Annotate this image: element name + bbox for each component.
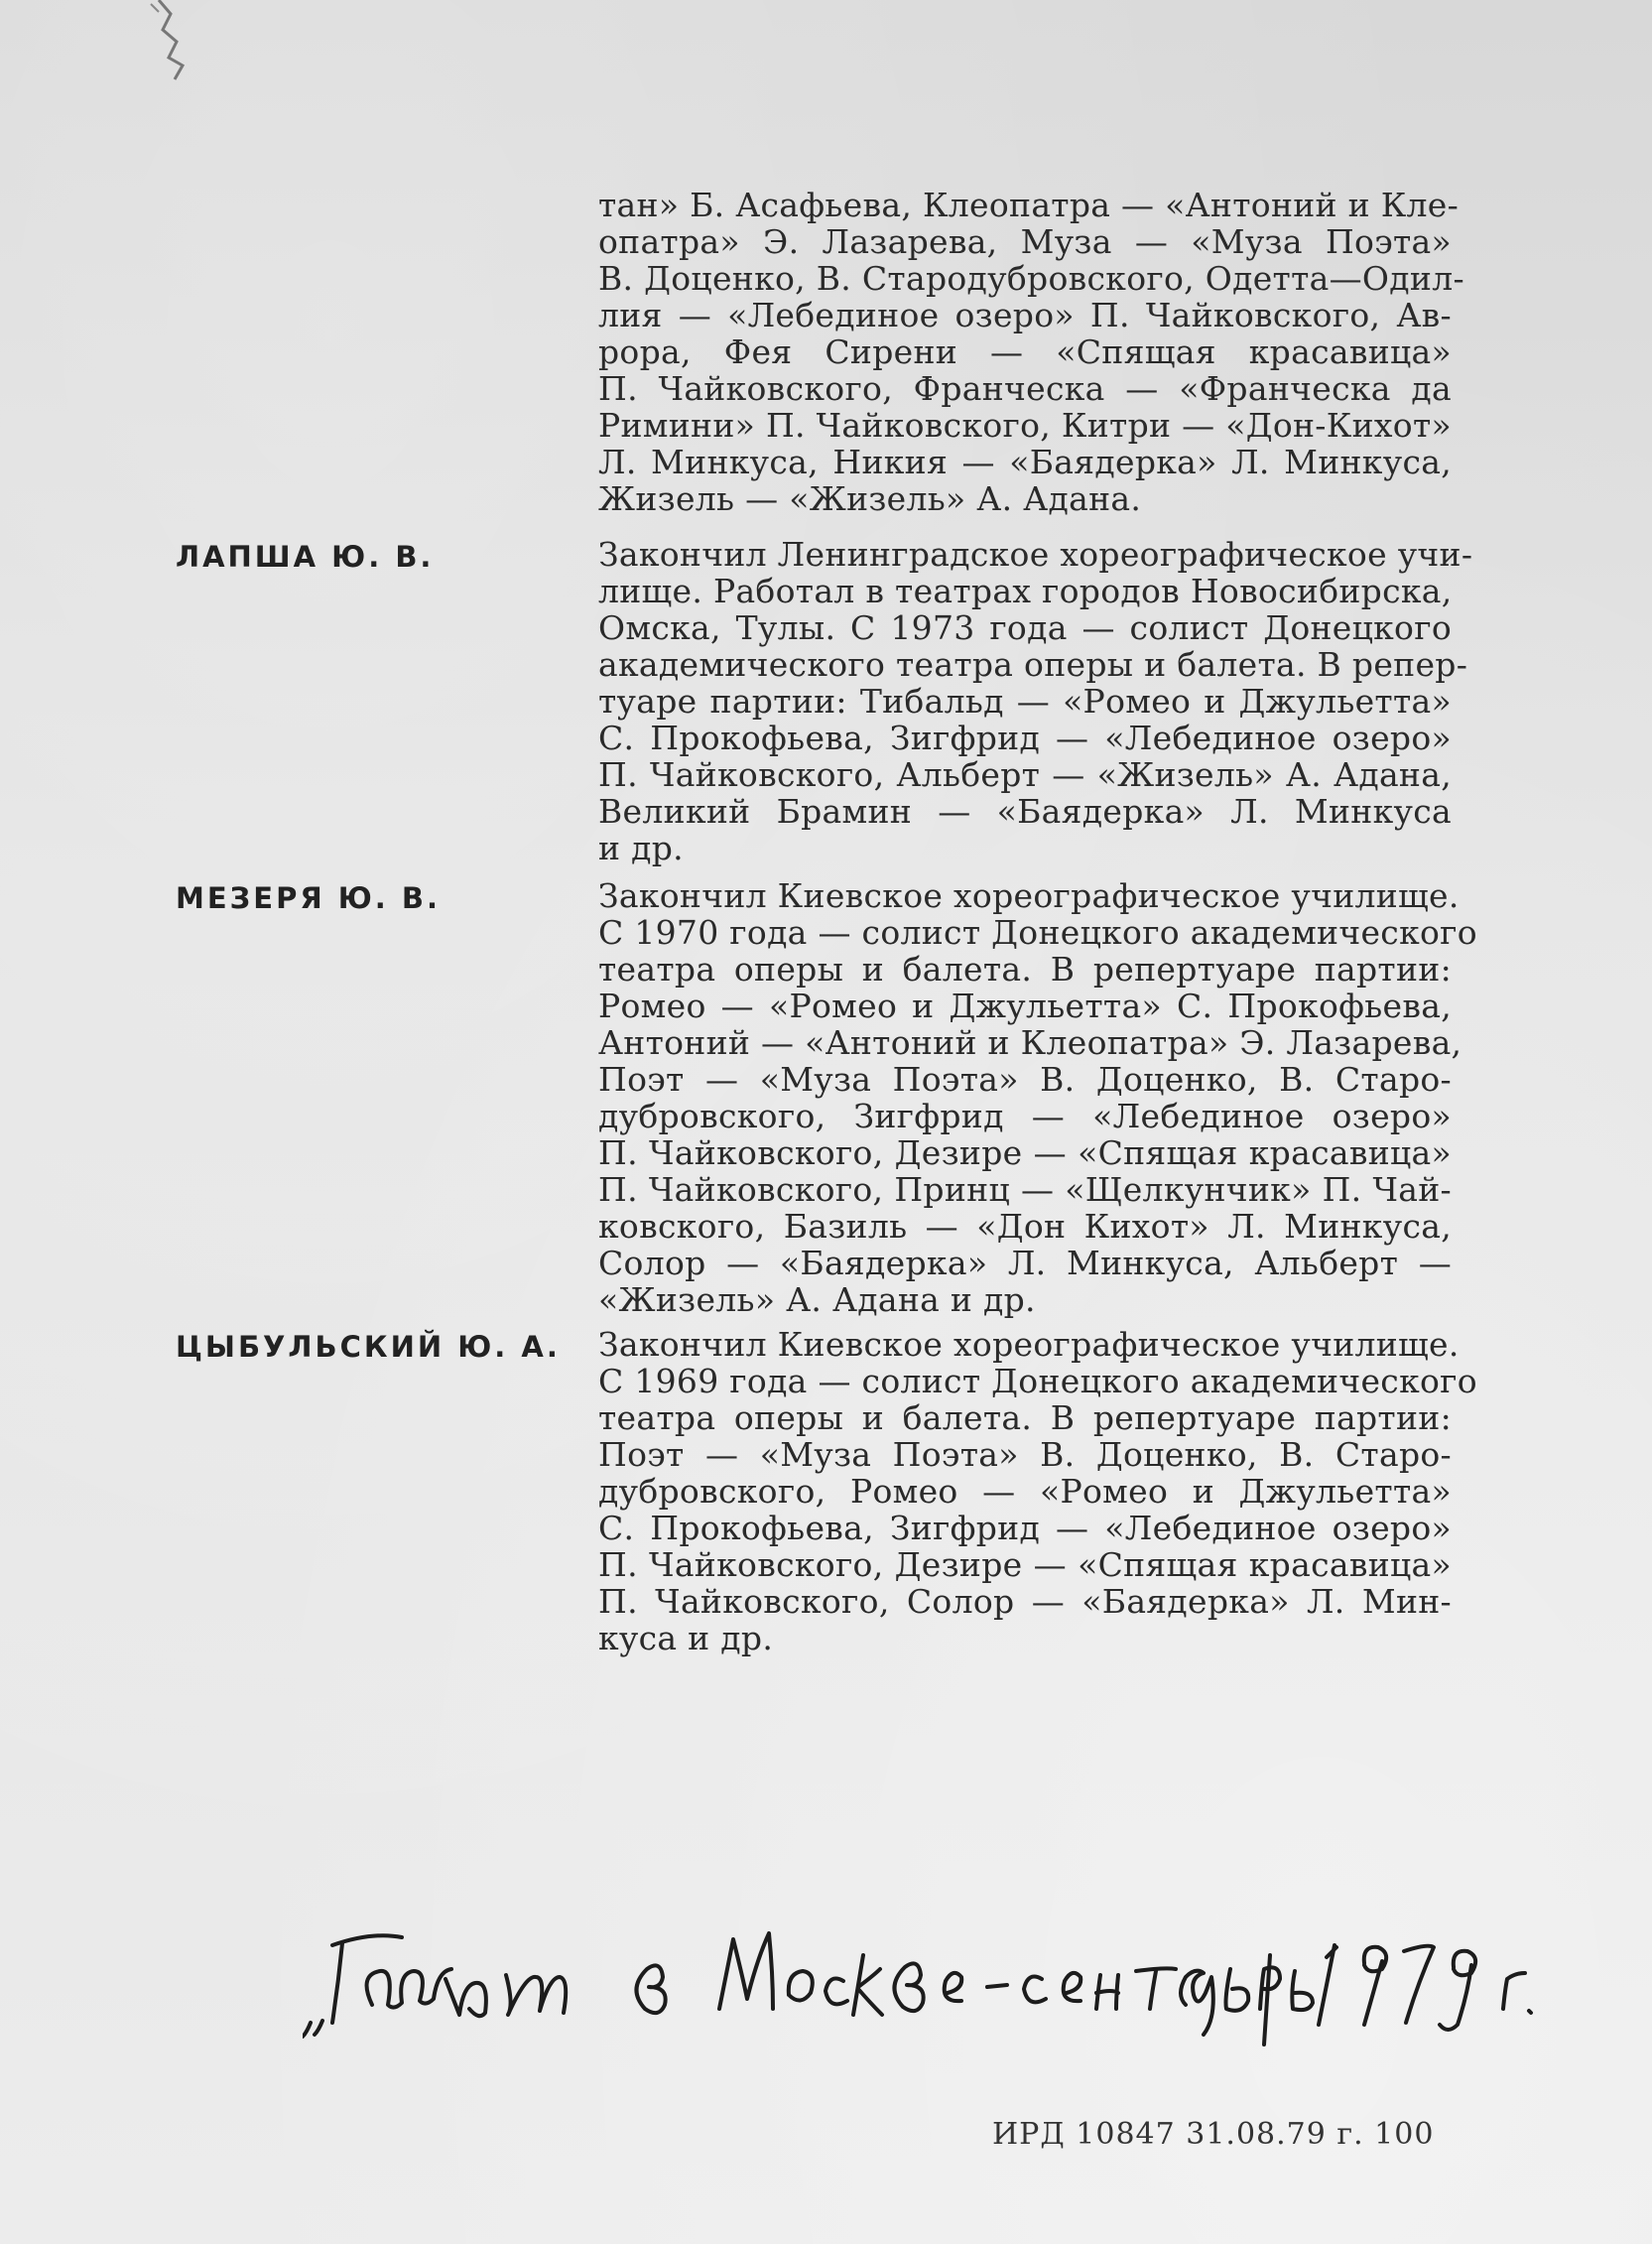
text-line: Ромео — «Ромео и Джульетта» С. Прокофьева,: [598, 987, 1452, 1025]
artist-name: ЦЫБУЛЬСКИЙ Ю. А.: [176, 1330, 561, 1364]
text-line: П. Чайковского, Принц — «Щелкунчик» П. Чай-: [598, 1170, 1452, 1209]
text-line: Римини» П. Чайковского, Китри — «Дон-Кихот»: [598, 406, 1452, 445]
text-line: рора, Фея Сирени — «Спящая красавица»: [598, 332, 1452, 371]
text-line: ковского, Базиль — «Дон Кихот» Л. Минкуса,: [598, 1207, 1452, 1246]
text-line: Антоний — «Антоний и Клеопатра» Э. Лазарева,: [598, 1023, 1462, 1062]
print-imprint: ИРД 10847 31.08.79 г. 100: [992, 2117, 1435, 2152]
text-line: лия — «Лебединое озеро» П. Чайковского, Ав-: [598, 296, 1452, 334]
text-line: Поэт — «Муза Поэта» В. Доценко, В. Старо-: [598, 1435, 1452, 1474]
text-line: П. Чайковского, Дезире — «Спящая красавица»: [598, 1545, 1452, 1584]
text-line: С. Прокофьева, Зигфрид — «Лебединое озеро»: [598, 719, 1452, 757]
artist-bio: [598, 1325, 1477, 1657]
text-line: опатра» Э. Лазарева, Муза — «Муза Поэта»: [598, 222, 1452, 261]
text-line: куса и др.: [598, 1619, 774, 1657]
text-line: Л. Минкуса, Никия — «Баядерка» Л. Минкуса,: [598, 443, 1452, 481]
text-line: Жизель — «Жизель» А. Адана.: [598, 479, 1142, 518]
continued-bio-text: [598, 186, 1464, 518]
artist-bio: [598, 876, 1477, 1319]
artist-name: МЕЗЕРЯ Ю. В.: [176, 881, 442, 915]
torn-corner-mark: [60, 0, 198, 89]
text-line: П. Чайковского, Солор — «Баядерка» Л. Мин-: [598, 1582, 1452, 1621]
text-line: Солор — «Баядерка» Л. Минкуса, Альберт —: [598, 1244, 1452, 1282]
text-line: театра оперы и балета. В репертуаре партии:: [598, 950, 1452, 989]
text-line: С 1969 года — солист Донецкого академического: [598, 1362, 1477, 1400]
text-line: театра оперы и балета. В репертуаре партии:: [598, 1398, 1452, 1437]
text-line: дубровского, Ромео — «Ромео и Джульетта»: [598, 1472, 1452, 1511]
artist-name: ЛАПША Ю. В.: [176, 540, 435, 574]
text-line: В. Доценко, В. Стародубровского, Одетта—Одил-: [598, 259, 1464, 298]
text-line: П. Чайковского, Альберт — «Жизель» А. Адана,: [598, 755, 1452, 794]
text-line: Закончил Киевское хореографическое училище.: [598, 1325, 1460, 1364]
text-line: и др.: [598, 829, 684, 867]
text-line: П. Чайковского, Франческа — «Франческа да: [598, 369, 1452, 408]
text-line: академического театра оперы и балета. В репер-: [598, 645, 1468, 684]
text-line: дубровского, Зигфрид — «Лебединое озеро»: [598, 1097, 1452, 1135]
text-line: туаре партии: Тибальд — «Ромео и Джульетта»: [598, 682, 1452, 721]
text-line: Закончил Ленинградское хореографическое учи-: [598, 535, 1473, 574]
text-line: лище. Работал в театрах городов Новосибирска,: [598, 572, 1453, 610]
text-line: Поэт — «Муза Поэта» В. Доценко, В. Старо-: [598, 1060, 1452, 1099]
text-line: тан» Б. Асафьева, Клеопатра — «Антоний и Кле-: [598, 186, 1460, 224]
text-line: С. Прокофьева, Зигфрид — «Лебединое озеро»: [598, 1509, 1452, 1547]
text-line: Закончил Киевское хореографическое училище.: [598, 876, 1460, 915]
handwritten-note: [303, 1906, 1573, 2054]
text-line: С 1970 года — солист Донецкого академического: [598, 913, 1477, 952]
text-line: П. Чайковского, Дезире — «Спящая красавица»: [598, 1133, 1452, 1172]
text-line: «Жизель» А. Адана и др.: [598, 1280, 1036, 1319]
text-line: Омска, Тулы. С 1973 года — солист Донецкого: [598, 608, 1452, 647]
artist-bio: [598, 535, 1473, 867]
text-line: Великий Брамин — «Баядерка» Л. Минкуса: [598, 792, 1452, 831]
